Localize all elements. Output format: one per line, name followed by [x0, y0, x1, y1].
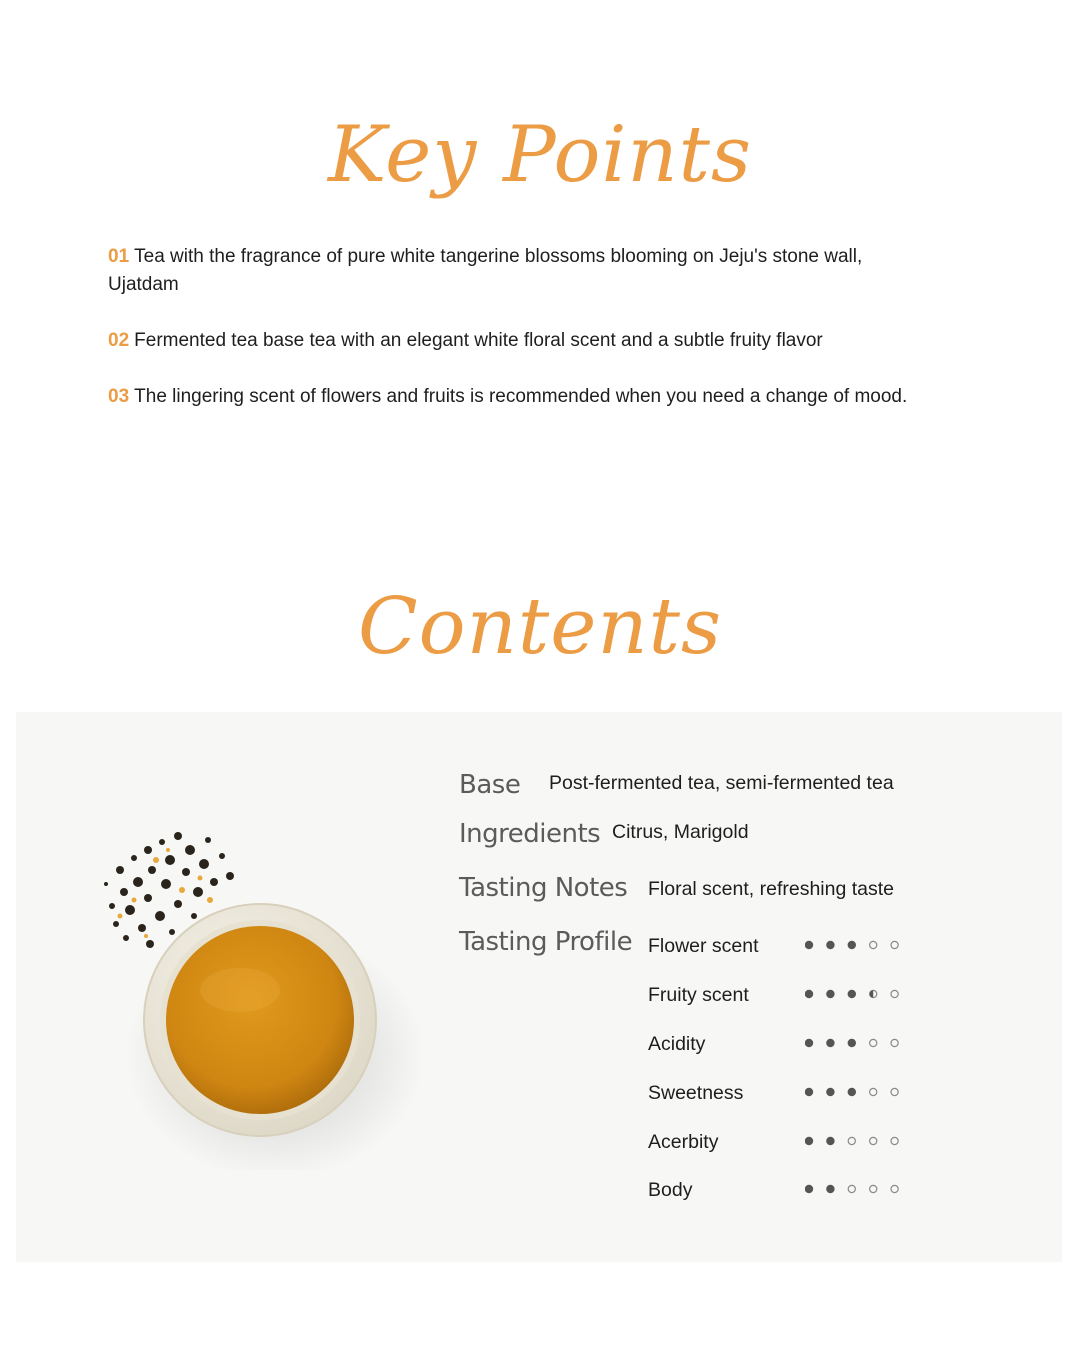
profile-row: [648, 1077, 918, 1126]
rating-dot-filled: [826, 990, 834, 998]
tea-cup-image: [90, 820, 420, 1170]
rating-dot-filled: [826, 1039, 834, 1047]
key-point-item: [108, 327, 938, 355]
ingredients-value: Citrus, Marigold: [612, 821, 749, 843]
key-point-item: [108, 243, 938, 299]
rating-dot-empty: [870, 941, 877, 948]
rating-dot-empty: [848, 1186, 855, 1193]
key-point-number: 02: [108, 330, 130, 351]
key-point-number: 03: [108, 386, 130, 407]
rating-dots: [805, 988, 905, 1000]
key-point-number: 01: [108, 246, 130, 267]
profile-label: Flower scent: [648, 935, 759, 957]
rating-dot-filled: [805, 1087, 813, 1095]
tasting-notes-value: Floral scent, refreshing taste: [648, 878, 895, 900]
profile-row: [648, 1174, 918, 1223]
rating-dot-filled: [826, 1087, 834, 1095]
rating-dot-empty: [891, 1088, 898, 1095]
rating-dot-filled: [848, 1087, 856, 1095]
profile-label: Fruity scent: [648, 983, 749, 1006]
rating-dot-filled: [848, 1039, 856, 1047]
rating-dot-empty: [848, 1137, 855, 1144]
rating-dots: [805, 1135, 905, 1147]
rating-dot-empty: [891, 1039, 898, 1046]
rating-dot-filled: [826, 941, 834, 949]
rating-dot-filled: [805, 1136, 813, 1144]
rating-dots: [805, 1037, 905, 1049]
profile-row: [648, 1126, 918, 1175]
profile-row: [648, 930, 918, 979]
tasting-notes-label: Tasting Notes: [459, 873, 628, 903]
key-points-title: Key Points: [327, 110, 753, 200]
rating-dot-filled: [805, 1039, 813, 1047]
rating-dot-filled: [848, 941, 856, 949]
rating-dot-empty: [891, 1186, 898, 1193]
profile-label: Body: [648, 1179, 693, 1202]
key-points-list: [108, 243, 938, 439]
rating-dot-half: [870, 990, 877, 997]
rating-dot-filled: [805, 1185, 813, 1193]
contents-title: Contents: [358, 582, 722, 672]
rating-dot-empty: [870, 1186, 877, 1193]
key-point-text: Tea with the fragrance of pure white tangerine blossoms blooming on Jeju's stone wall, Ujatdam: [108, 246, 863, 295]
rating-dots: [805, 1086, 905, 1098]
rating-dot-filled: [805, 990, 813, 998]
rating-dot-empty: [891, 1137, 898, 1144]
key-point-text: Fermented tea base tea with an elegant white floral scent and a subtle fruity flavor: [134, 330, 823, 351]
key-point-text: The lingering scent of flowers and fruits is recommended when you need a change of mood.: [134, 386, 908, 407]
ingredients-label: Ingredients: [459, 819, 601, 849]
tasting-profile-list: [648, 930, 918, 1223]
base-label: Base: [459, 770, 521, 800]
rating-dot-empty: [870, 1039, 877, 1046]
profile-row: [648, 979, 918, 1028]
profile-label: Sweetness: [648, 1081, 744, 1104]
rating-dot-empty: [891, 990, 898, 997]
rating-dot-filled: [805, 941, 813, 949]
rating-dots: [805, 939, 905, 951]
tasting-profile-label: Tasting Profile: [459, 927, 633, 957]
rating-dot-filled: [826, 1185, 834, 1193]
rating-dot-filled: [848, 990, 856, 998]
rating-dot-filled: [826, 1136, 834, 1144]
rating-dot-empty: [870, 1088, 877, 1095]
rating-dots: [805, 1183, 905, 1195]
profile-label: Acidity: [648, 1032, 706, 1055]
rating-dot-empty: [891, 941, 898, 948]
rating-dot-empty: [870, 1137, 877, 1144]
profile-label: Acerbity: [648, 1130, 719, 1153]
base-value: Post-fermented tea, semi-fermented tea: [549, 772, 894, 794]
profile-row: [648, 1028, 918, 1077]
key-point-item: [108, 383, 938, 411]
